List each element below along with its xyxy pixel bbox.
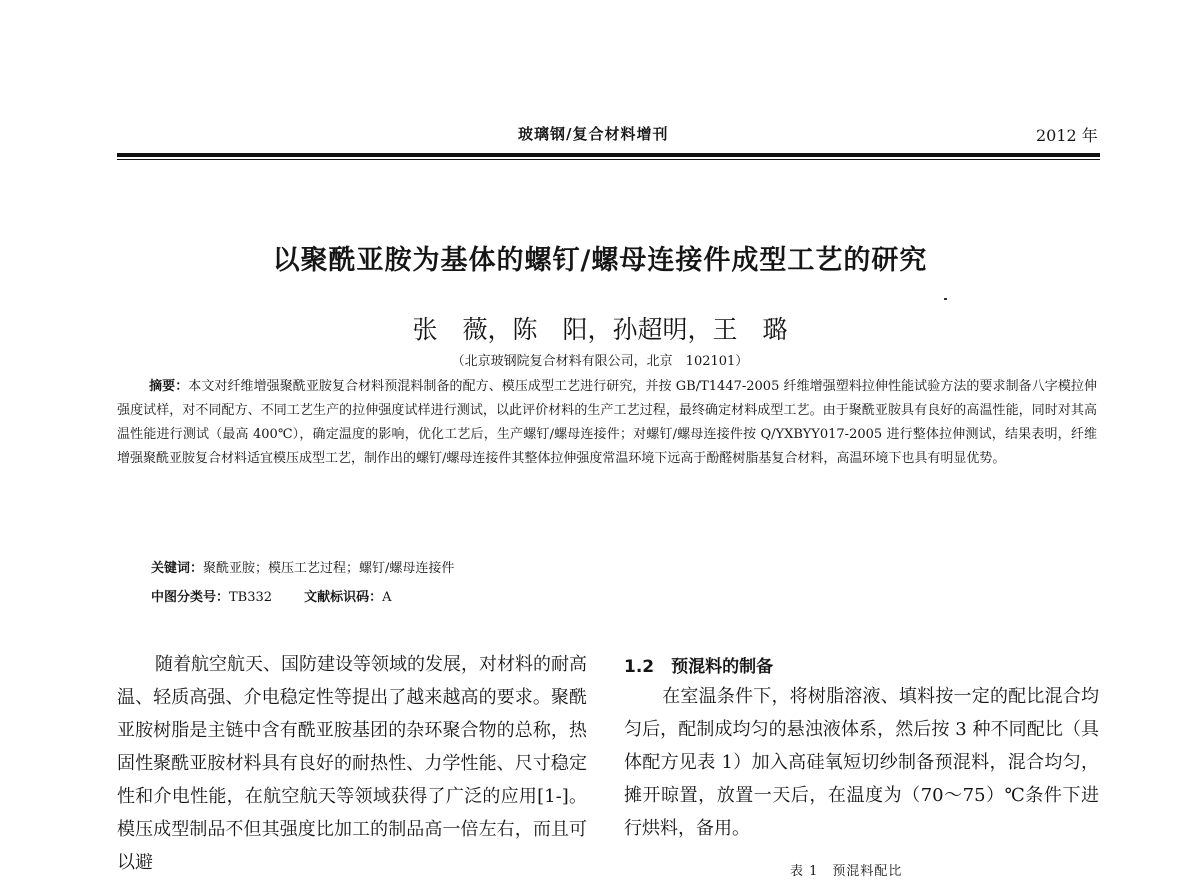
header-rule-thick	[117, 153, 1100, 157]
abstract	[117, 375, 1097, 471]
body-column-left	[117, 648, 587, 879]
running-header-year: 2012 年	[1036, 126, 1098, 145]
header-rule-thin	[117, 159, 1100, 160]
author-list: 张 薇，陈 阳，孙超明，王 璐	[412, 315, 788, 344]
author-affiliation: （北京玻钢院复合材料有限公司，北京 102101）	[451, 354, 749, 369]
intro-paragraph: 随着航空航天、国防建设等领域的发展，对材料的耐高温、轻质高强、介电稳定性等提出了越来越高的要求。聚酰亚胺树脂是主链中含有酰亚胺基团的杂环聚合物的总称，热固性聚酰亚胺材料具有良好的耐热性、力学性能、尺寸稳定性和介电性能，在航空航天等领域获得了广泛的应用[1-]。模压成型制品不但其强度比加工的制品高一倍左右，而且可以避	[117, 654, 587, 873]
running-header-journal: 玻璃钢/复合材料增刊	[518, 125, 669, 143]
clc-label: 中图分类号：	[151, 590, 230, 605]
clc-value: TB332	[229, 590, 273, 605]
body-column-right	[624, 680, 1099, 845]
premix-paragraph: 在室温条件下，将树脂溶液、填料按一定的配比混合均匀后，配制成均匀的悬浊液体系，然后按 3 种不同配比（具体配方见表 1）加入高硅氧短切纱制备预混料，混合均匀，摊开晾置，放置一天后，在温度为（70～75）℃条件下进行烘料，备用。	[624, 686, 1099, 839]
keywords-text: 聚酰亚胺；模压工艺过程；螺钉/螺母连接件	[203, 561, 455, 576]
doc-code-label: 文献标识码：	[304, 590, 383, 605]
abstract-text: 本文对纤维增强聚酰亚胺复合材料预混料制备的配方、模压成型工艺进行研究，并按 GB/T1447-2005 纤维增强塑料拉伸性能试验方法的要求制备八字模拉伸强度试样，对不同配方、不同工艺生产的拉伸强度试样进行测试，以此评价材料的生产工艺过程，最终确定材料成型工艺。由于聚酰亚胺具有良好的高温性能，同时对其高温性能进行测试（最高 400℃），确定温度的影响，优化工艺后，生产螺钉/螺母连接件；对螺钉/螺母连接件按 Q/YXBYY017-2005 进行整体拉伸测试，结果表明，纤维增强聚酰亚胺复合材料适宜模压成型工艺，制作出的螺钉/螺母连接件其整体拉伸强度常温环境下远高于酚醛树脂基复合材料，高温环境下也具有明显优势。	[117, 379, 1097, 466]
keywords	[151, 557, 454, 576]
classification-line	[151, 586, 391, 605]
section-heading: 1.2 预混料的制备	[624, 657, 774, 677]
scan-speck	[944, 298, 947, 300]
doc-code-value: A	[382, 590, 392, 605]
abstract-label: 摘要：	[149, 379, 189, 394]
paper-title: 以聚酰亚胺为基体的螺钉/螺母连接件成型工艺的研究	[272, 245, 928, 276]
keywords-label: 关键词：	[151, 561, 204, 576]
table-caption: 表 1 预混料配比	[790, 864, 903, 879]
